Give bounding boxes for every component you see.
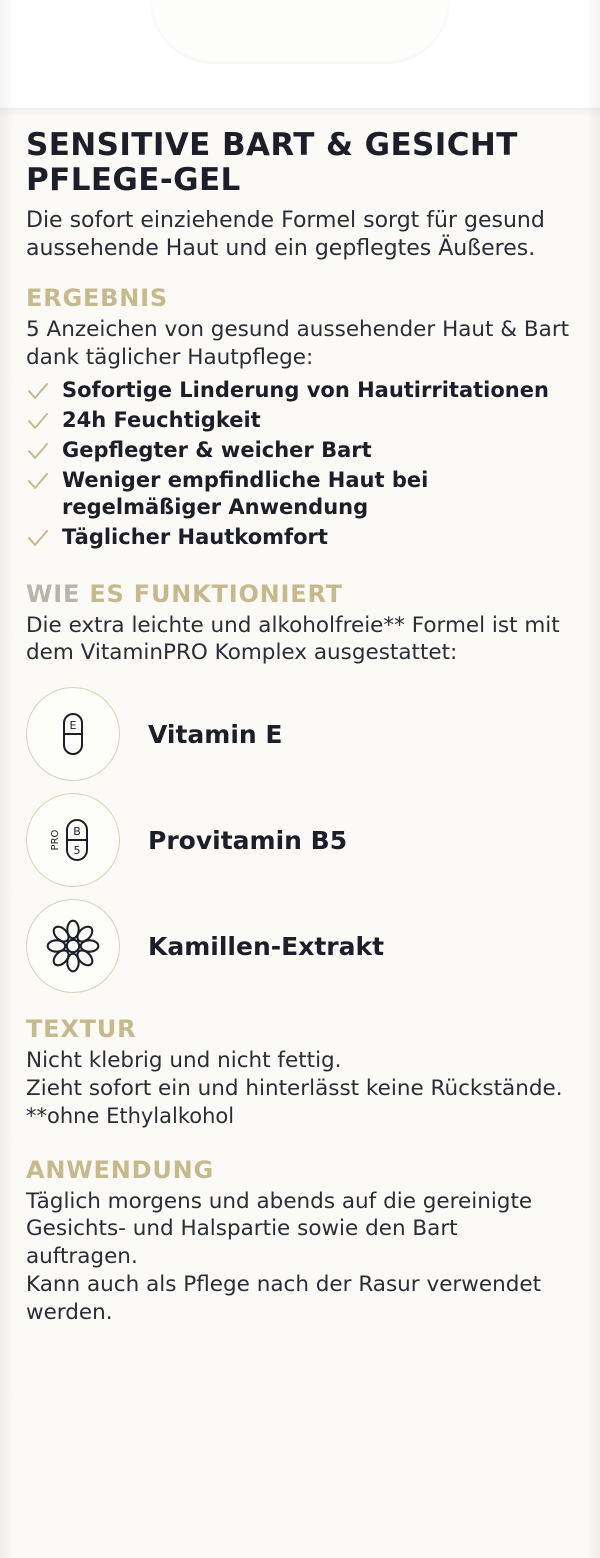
package-cap-area [0,0,600,108]
section-heading-ergebnis: ERGEBNIS [26,283,168,312]
check-icon [28,411,48,429]
svg-text:PRO: PRO [50,829,61,851]
svg-text:B: B [73,825,81,839]
capsule-provitamin-b5-icon [26,793,120,887]
section-heading-anwendung: ANWENDUNG [26,1155,215,1184]
list-item [26,407,574,434]
list-item [26,437,574,464]
chamomile-flower-icon [26,899,120,993]
package-left-edge [0,0,14,1558]
ingredient-label: Vitamin E [148,719,283,749]
section-heading-wie-es-funktioniert [26,580,574,608]
package-text-content [26,128,574,1326]
texture-footnote: **ohne Ethylalkohol [26,1103,235,1128]
list-item [26,377,574,404]
section-heading-textur: TEXTUR [26,1015,137,1044]
product-title-line-1: SENSITIVE BART & GESICHT [26,127,518,163]
ingredient-label: Provitamin B5 [148,825,348,855]
check-icon [28,381,48,399]
application-line-1: Täglich morgens und abends auf die gereinigte Gesichts- und Halspartie sowie den Bart auftragen. [26,1188,533,1270]
result-lead-text: 5 Anzeichen von gesund aussehender Haut & Bart dank täglicher Hautpflege: [26,316,570,370]
list-item [26,467,574,521]
texture-line-2: Zieht sofort ein und hinterlässt keine Rückstände. [26,1075,563,1101]
ingredient-list [26,681,574,999]
svg-text:5: 5 [73,844,81,858]
list-item-label: 24h Feuchtigkeit [62,408,261,433]
product-title [26,128,574,199]
list-item-label: Sofortige Linderung von Hautirritationen [62,378,549,403]
check-icon [28,471,48,489]
result-benefit-list [26,377,574,550]
heading-word-es-funktioniert: ES FUNKTIONIERT [89,579,343,608]
product-title-line-2: PFLEGE-GEL [26,162,241,199]
package-right-edge [586,0,600,1558]
list-item [26,787,574,893]
ingredient-label: Kamillen-Extrakt [148,931,385,961]
how-it-works-text: Die extra leichte und alkoholfreie** Formel ist mit dem VitaminPRO Komplex ausgestattet: [26,612,560,666]
list-item [26,893,574,999]
capsule-vitamin-e-icon [26,687,120,781]
product-intro-text: Die sofort einziehende Formel sorgt für gesund aussehende Haut und ein gepflegtes Äußeres. [26,207,545,262]
svg-text:E: E [69,719,77,733]
list-item [26,524,574,551]
list-item-label: Gepflegter & weicher Bart [62,438,372,463]
texture-line-1: Nicht klebrig und nicht fettig. [26,1048,342,1074]
check-icon [28,528,48,546]
list-item-label: Täglicher Hautkomfort [62,524,328,549]
package-top-edge-shadow [0,108,600,118]
application-line-2: Kann auch als Pflege nach der Rasur verwendet werden. [26,1271,542,1325]
list-item [26,681,574,787]
check-icon [28,441,48,459]
heading-word-wie: WIE [26,579,81,608]
list-item-label: Weniger empfindliche Haut bei regelmäßiger Anwendung [62,467,429,519]
